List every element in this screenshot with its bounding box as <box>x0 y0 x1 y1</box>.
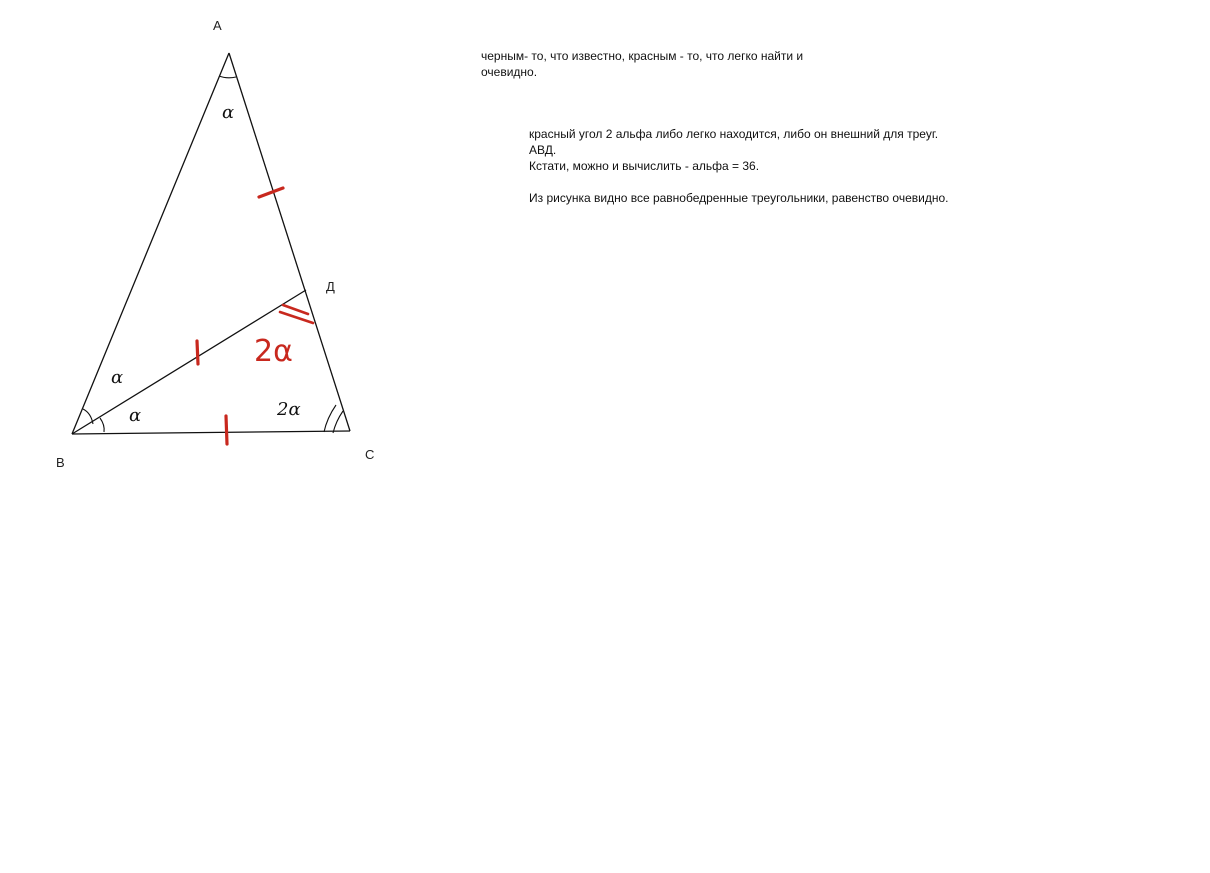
legend-note <box>481 48 841 80</box>
explanation-line-1: красный угол 2 альфа либо легко находится, либо он внешний для треуг. АВД. <box>529 127 939 157</box>
angle-label-b-upper: α <box>111 367 124 388</box>
angle-arc-a <box>219 76 236 78</box>
vertex-label-b: B <box>56 455 65 470</box>
side-bc <box>72 431 350 434</box>
angle-mark-d-1 <box>283 305 308 314</box>
explanation-line-3 <box>529 174 949 190</box>
angle-label-c: 2α <box>277 399 301 420</box>
legend-text: черным- то, что известно, красным - то, что легко найти и очевидно. <box>481 49 804 79</box>
explanation-note <box>529 126 949 206</box>
angle-label-d-red: 2α <box>254 334 293 369</box>
side-ab <box>72 53 229 434</box>
vertex-label-c: C <box>365 447 375 462</box>
angle-arc-b-lower <box>100 418 104 432</box>
side-ac <box>229 53 350 431</box>
tick-bc <box>226 416 227 444</box>
vertex-label-a: A <box>213 18 222 33</box>
explanation-line-2: Кстати, можно и вычислить - альфа = 36. <box>529 159 760 173</box>
angle-label-b-lower: α <box>129 405 142 426</box>
tick-bd <box>197 341 198 364</box>
tick-ad <box>259 188 283 197</box>
angle-arc-c-2 <box>333 411 343 433</box>
vertex-label-d: Д <box>326 279 335 294</box>
explanation-line-4: Из рисунка видно все равнобедренные треугольники, равенство очевидно. <box>529 191 949 205</box>
angle-label-a: α <box>222 102 235 123</box>
